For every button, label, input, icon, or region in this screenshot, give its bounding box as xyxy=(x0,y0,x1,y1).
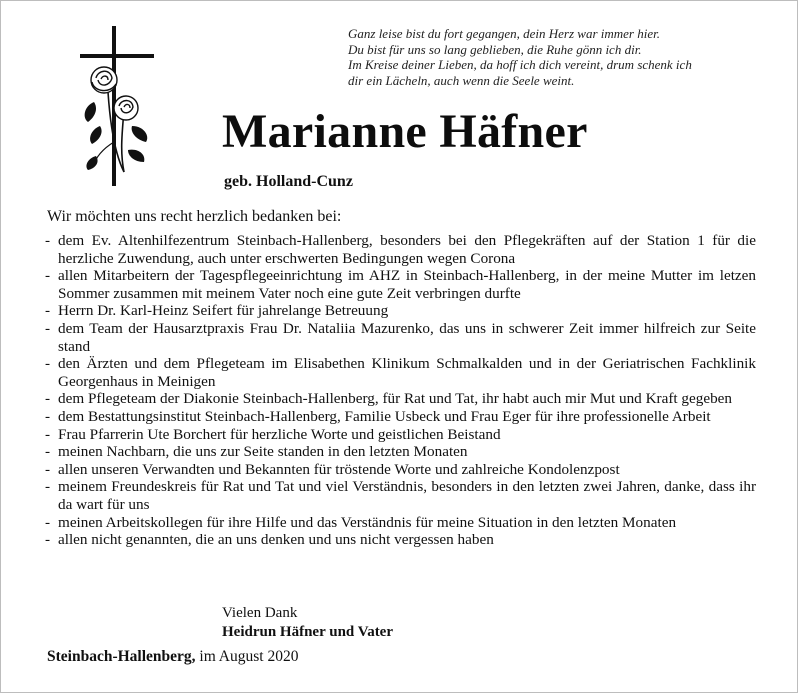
list-item: - meinen Arbeitskollegen für ihre Hilfe und das Verständnis für meine Situation in den letzten Monaten xyxy=(40,514,756,532)
poem-line: dir ein Lächeln, auch wenn die Seele weint. xyxy=(348,72,575,88)
place-and-date xyxy=(47,648,298,666)
thanks-list xyxy=(40,232,756,549)
deceased-name: Marianne Häfner xyxy=(222,105,588,158)
closing-thanks: Vielen Dank xyxy=(222,605,298,621)
poem-line: Ganz leise bist du fort gegangen, dein Herz war immer hier. xyxy=(348,26,660,41)
list-item: - dem Bestattungsinstitut Steinbach-Hallenberg, Familie Usbeck und Frau Eger für ihre professionelle Arbeit xyxy=(40,408,756,426)
list-item: - allen nicht genannten, die an uns denken und uns nicht vergessen haben xyxy=(40,531,756,549)
maiden-name: geb. Holland-Cunz xyxy=(224,173,353,190)
list-item: - meinen Nachbarn, die uns zur Seite standen in den letzten Monaten xyxy=(40,443,756,461)
list-item: - allen unseren Verwandten und Bekannten für tröstende Worte und zahlreiche Kondolenzpost xyxy=(40,461,756,479)
poem-line: Im Kreise deiner Lieben, da hoff ich dich vereint, drum schenk ich xyxy=(348,57,692,72)
poem-line: Du bist für uns so lang geblieben, die Ruhe gönn ich dir. xyxy=(348,41,642,57)
list-item: - allen Mitarbeitern der Tagespflegeeinrichtung im AHZ in Steinbach-Hallenberg, in der meine Mutter im letzen Sommer zusammen mit meinem Vater noch eine gute Zeit verbringen durfte xyxy=(40,267,756,302)
list-item: - meinem Freundeskreis für Rat und Tat und viel Verständnis, besonders in den letzten zwei Jahren, danke, dass ihr da wart für uns xyxy=(40,478,756,513)
place: Steinbach-Hallenberg, xyxy=(47,648,196,665)
date: im August 2020 xyxy=(199,648,299,665)
signer: Heidrun Häfner und Vater xyxy=(222,624,393,640)
poem xyxy=(348,26,788,88)
list-item: - dem Ev. Altenhilfezentrum Steinbach-Hallenberg, besonders bei den Pflegekräften auf der Station 1 für die herzliche Zuwendung, auch unter erschwerten Bedingungen wegen Corona xyxy=(40,232,756,267)
list-item: - dem Team der Hausarztpraxis Frau Dr. Nataliia Mazurenko, das uns in schwerer Zeit immer hilfreich zur Seite stand xyxy=(40,320,756,355)
list-item: - Frau Pfarrerin Ute Borchert für herzliche Worte und geistlichen Beistand xyxy=(40,426,756,444)
list-item: - Herrn Dr. Karl-Heinz Seifert für jahrelange Betreuung xyxy=(40,302,756,320)
thanks-intro: Wir möchten uns recht herzlich bedanken bei: xyxy=(47,208,342,225)
cross-with-roses-icon xyxy=(74,22,158,192)
list-item: - dem Pflegeteam der Diakonie Steinbach-Hallenberg, für Rat und Tat, ihr habt auch mir Mut und Kraft gegeben xyxy=(40,390,756,408)
list-item: - den Ärzten und dem Pflegeteam im Elisabethen Klinikum Schmalkalden und in der Geriatrischen Fachklinik Georgenhaus in Meinigen xyxy=(40,355,756,390)
